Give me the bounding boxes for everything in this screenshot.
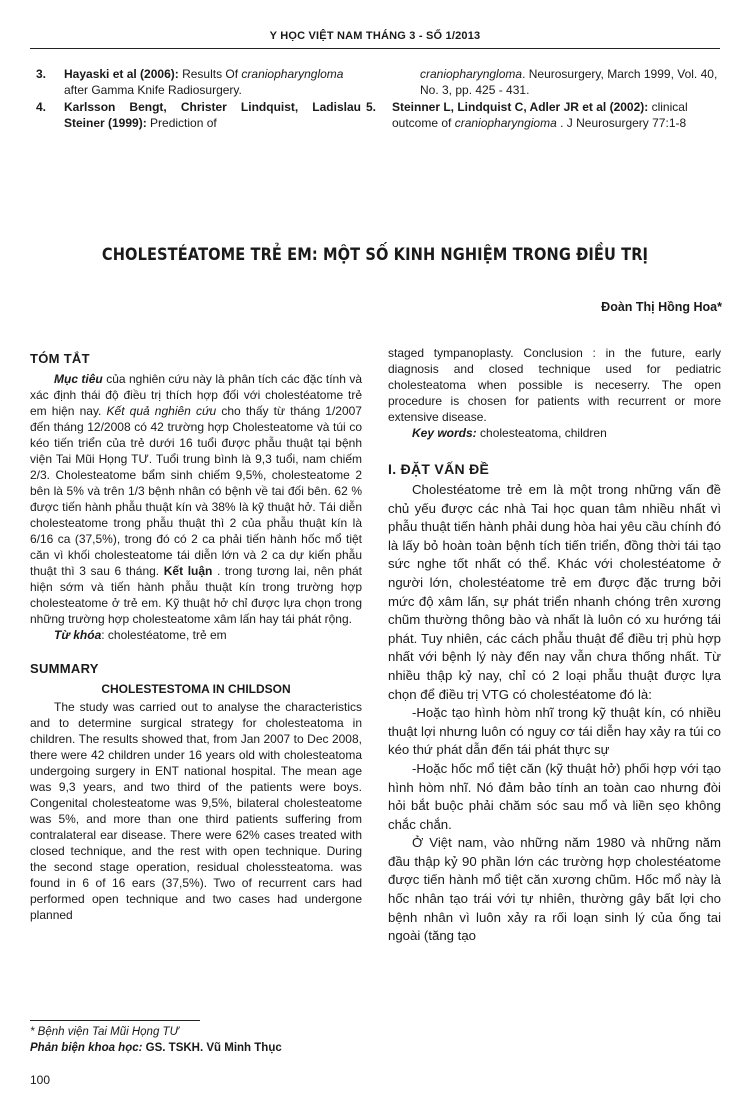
abstract-results-label: Kết quả nghiên cứu (106, 404, 217, 418)
abstract-vi-text (30, 371, 362, 627)
summary-text: The study was carried out to analyse the characteristics and to determine surgical strategy for cholesteatoma in children. The results showed that, from Jan 2007 to Dec 2008, there were 42 children under 16 years old with cholesteatoma undergoing surgery in ENT national hospital. The mean age was 9,3 years, and two third of the patients were boys. Congenital cholesteatome was 9,5%, bilateral cholesteatome was 5%, and more than one third patients suffering from contralateral ear disease. There were 62% cases treated with closed technique, and the rest with open technique. During the second stage operation, residual cholessteatoma. was found in 6 of 16 ears (37,5%). Two of recurrent cars had performed open technique and two cases had undergone planned (30, 700, 362, 922)
footnote-reviewer (30, 1040, 370, 1056)
references-right (366, 66, 722, 132)
reference-5 (366, 99, 722, 131)
reference-italic: craniopharyngloma (420, 67, 523, 81)
abstract-keywords (30, 627, 362, 643)
reviewer-label: Phản biện khoa học: (30, 1042, 143, 1054)
summary-text-continued: staged tympanoplasty. Conclusion : in the future, early diagnosis and closed technique used for pediatric cholesteatoma when possible is neceserry. The open procedure is chosen for patients with recurrent or more extensive disease. (388, 346, 721, 424)
abstract-aim-label: Mục tiêu (54, 372, 103, 386)
reference-number: 5. (366, 100, 377, 114)
abstract-results-text: cho thấy từ tháng 1/2007 đến tháng 12/2008 có 42 trường hợp Cholesteatome và túi co kéo tiến triển của trẻ dưới 16 tuổi được phẫu thuật tại bệnh viện Tai Mũi Họng TƯ. Tuổi trung bình là 9,3 tuổi, nam chiếm 2/3. Cholesteatome bẩm sinh chiếm 9,5%, cholesteatome 2 bên là 5% và trên 1/3 bệnh nhân có bệnh về tai đối bên. 62 % được tiến hành phẫu thuật kín và 38% là kỹ thuật hở. Tái diễn cholesteatome trong phẫu thuật thì 2 của phẫu thuật kín là 6/16 ca (37,5%), trong đó có 2 ca phải tiến hành hốc mổ tiệt căn vì khối cholesteatome tái diễn lớn và 2 ca dự kiến phẫu thuật thì 3 sau 6 tháng. (30, 404, 362, 578)
left-column (30, 345, 362, 923)
article-title: CHOLESTÉATOME TRẺ EM: MỘT SỐ KINH NGHIỆM TRONG ĐIỀU TRỊ (101, 245, 649, 265)
summary-keywords (388, 425, 721, 441)
page-number: 100 (30, 1073, 51, 1087)
summary-subheading: CHOLESTESTOMA IN CHILDSON (101, 682, 291, 696)
footnote-affiliation: * Bệnh viện Tai Mũi Họng TƯ (30, 1026, 179, 1038)
footnote-rule (30, 1020, 200, 1021)
reference-text: . J Neurosurgery 77:1-8 (556, 116, 687, 130)
reference-text: . Neurosurgery, March 1999, Vol. 40, No. 3, pp. 425 - 431. (420, 67, 718, 97)
reference-4 (36, 99, 361, 131)
reference-text: after Gamma Knife Radiosurgery. (64, 83, 242, 97)
reviewer-name: GS. TSKH. Vũ Minh Thục (142, 1042, 282, 1054)
abstract-conclusion-label: Kết luận (163, 564, 213, 578)
reference-italic: craniopharyngloma (241, 67, 344, 81)
reference-text: Prediction of (146, 116, 217, 130)
section-paragraph: -Hoặc tạo hình hòm nhĩ trong kỹ thuật kín, có nhiều thuật lợi nhưng luôn có nguy cơ tái diễn hay xảy ra túi co kéo thứ phát dẫn đến tái phát thực sự (388, 705, 721, 758)
summary-heading: SUMMARY (30, 661, 99, 676)
section-body (388, 481, 721, 946)
right-column (388, 345, 721, 946)
reference-4-continued (392, 66, 722, 98)
reference-number: 4. (36, 100, 47, 114)
keywords-text: cholesteatoma, children (476, 426, 607, 440)
reference-text: clinical outcome of (392, 100, 688, 130)
reference-number: 3. (36, 67, 47, 81)
footnotes (30, 1024, 370, 1056)
reference-authors: Karlsson Bengt, Christer Lindquist, Ladislau Steiner (1999): (64, 100, 361, 130)
reference-authors: Steinner L, Lindquist C, Adler JR et al (2002): (392, 100, 649, 114)
section-paragraph: -Hoặc hốc mổ tiệt căn (kỹ thuật hở) phối hợp với tạo hình hòm nhĩ. Nó đảm bảo tính an toàn cao nhưng đòi hỏi bắt buộc phải chăm sóc sau mổ và liền sẹo không chắc chắn. (388, 760, 721, 832)
header-rule (30, 48, 720, 49)
reference-authors: Hayaski et al (2006): (64, 67, 179, 81)
article-author: Đoàn Thị Hồng Hoa* (601, 300, 722, 314)
section-paragraph: Cholestéatome trẻ em là một trong những vấn đề chủ yếu được các nhà Tai học quan tâm nhiều nhất vì phẫu thuật tiến hành phải dung hòa hai yêu cầu chính đó là lấy bỏ hoàn toàn bệnh tích tiến triển, đồng thời tái tạo sức nghe tốt nhất có thể. Khác với cholestéatome ở người lớn, cholestéatome trẻ em được đặc trưng bởi mức độ xâm lấn, sự phát triển nhanh chóng trên xương chũm thường thông bào và nhất là luôn có xu hướng tái phát. Tuy nhiên, các cách phẫu thuật để điều trị phù hợp nhất với bệnh lý này đến nay vẫn chưa thống nhất. Từ nhiều thập kỷ nay, chỉ có 2 loại phẫu thuật được lựa chọn để điều trị VTG có cholestéatome đó là: (388, 482, 721, 702)
keywords-text: : cholestéatome, trẻ em (101, 628, 227, 642)
keywords-label: Key words: (412, 426, 477, 440)
abstract-heading: TÓM TẮT (30, 351, 90, 366)
abstract-aim-text: của nghiên cứu này là phân tích các đặc tính và xác định thái độ điều trị thích hợp đối với cholestéatome trẻ em hiện nay. (30, 372, 362, 418)
references-left (36, 66, 361, 132)
reference-text: Results Of (178, 67, 242, 81)
section-heading: I. ĐẶT VẤN ĐỀ (388, 461, 490, 477)
section-paragraph: Ở Việt nam, vào những năm 1980 và những năm đầu thập kỷ 90 phần lớn các trường hợp cholestéatome được tiến hành mổ tiệt căn xương chũm. Hốc mổ này là hốc nhân tạo trái với tự nhiên, thường gây bất lợi cho bệnh nhân vì luôn xảy ra rối loạn sinh lý của ống tai ngoài (tăng tạo (388, 835, 721, 944)
reference-italic: craniopharyngioma (454, 116, 557, 130)
abstract-conclusion-text: . trong tương lai, nên phát hiện sớm và tiến hành phẫu thuật kín trong trường hợp cholesteatome ở trẻ em. Kỹ thuật hở chỉ được lựa chọn trong những trường hợp cholesteatome xâm lấn hay tái phát rộng. (30, 564, 363, 626)
keywords-label: Từ khóa (54, 628, 102, 642)
running-header: Y HỌC VIỆT NAM THÁNG 3 - SỐ 1/2013 (269, 30, 481, 42)
reference-3 (36, 66, 361, 98)
